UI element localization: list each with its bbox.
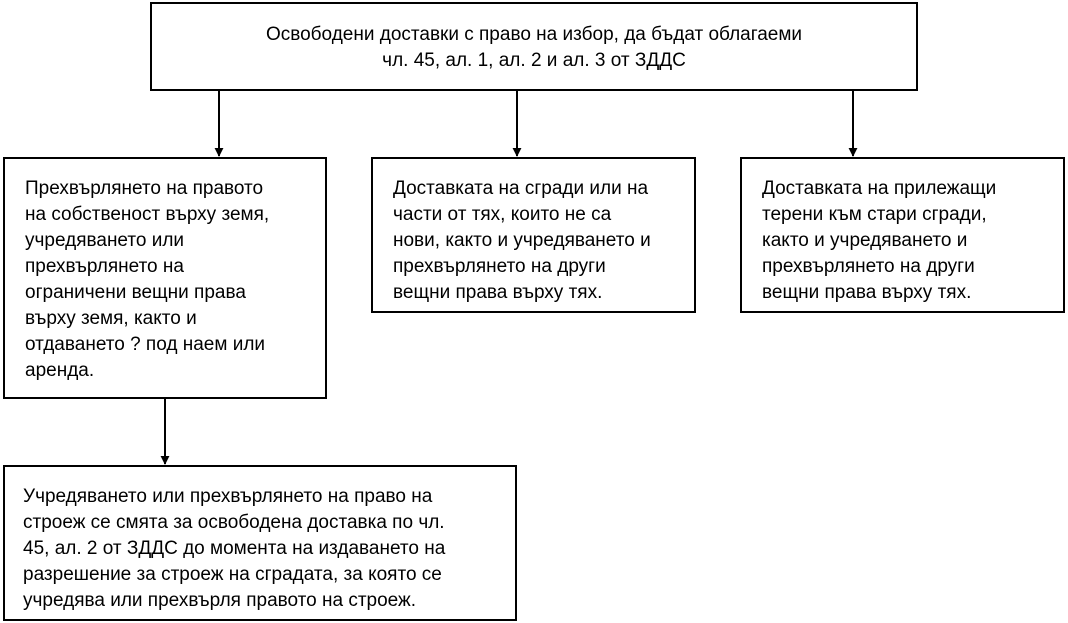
node-text-line: аренда. xyxy=(25,360,95,381)
node-text-line: отдаването ? под наем или xyxy=(25,334,266,355)
node-text-line: както и учредяването и xyxy=(762,230,968,251)
node-text-line: строеж се смята за освободена доставка по чл. xyxy=(23,512,445,533)
node-text-line: на собственост върху земя, xyxy=(25,204,270,225)
node-text-line: чл. 45, ал. 1, ал. 2 и ал. 3 от ЗДДС xyxy=(382,50,686,71)
node-text-line: прехвърлянето на xyxy=(25,256,184,277)
node-text-line: Доставката на прилежащи xyxy=(762,178,997,199)
node-text-line: части от тях, които не са xyxy=(393,204,612,225)
root-node-exempt-supplies xyxy=(150,2,918,91)
node-text-line: ограничени вещни права xyxy=(25,282,246,303)
node-text-line: нови, както и учредяването и xyxy=(393,230,651,251)
node-text-line: вещни права върху тях. xyxy=(762,282,972,303)
node-text-line: вещни права върху тях. xyxy=(393,282,603,303)
node-text-line: Освободени доставки с право на избор, да бъдат облагаеми xyxy=(265,24,803,45)
node-text-line: 45, ал. 2 от ЗДДС до момента на издаването на xyxy=(23,538,446,559)
node-text-line: върху земя, както и xyxy=(25,308,197,329)
node-building-right xyxy=(3,465,517,621)
node-text-line: разрешение за строеж на сградата, за която се xyxy=(23,564,442,585)
node-text-line: прехвърлянето на други xyxy=(762,256,975,277)
node-text-line: терени към стари сгради, xyxy=(762,204,987,225)
node-text-line: прехвърлянето на други xyxy=(393,256,606,277)
node-text-line: Доставката на сгради или на xyxy=(393,178,649,199)
node-text-line: учредяването или xyxy=(25,230,185,251)
node-text-line: Прехвърлянето на правото xyxy=(25,178,264,199)
node-adjacent-land xyxy=(740,157,1065,313)
node-text-line: Учредяването или прехвърлянето на право на xyxy=(23,486,433,507)
node-old-buildings xyxy=(371,157,696,313)
node-land-rights xyxy=(3,157,327,399)
node-text-line: учредява или прехвърля правото на строеж. xyxy=(23,590,417,611)
